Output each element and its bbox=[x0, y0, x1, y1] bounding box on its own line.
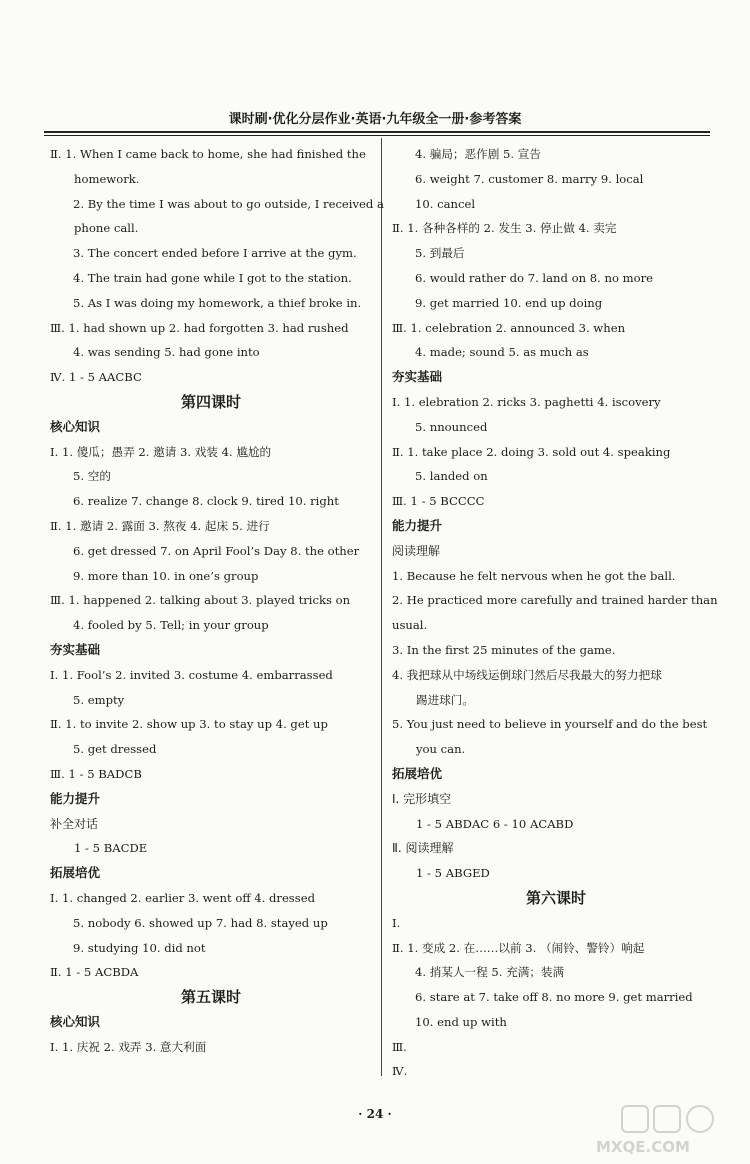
section-heading: 拓展培优 bbox=[50, 865, 101, 881]
answer-line: Ⅲ. bbox=[392, 1039, 407, 1054]
answer-line: 5. landed on bbox=[415, 469, 488, 484]
answer-line: Ⅲ. 1. had shown up 2. had forgotten 3. had rushed bbox=[50, 320, 349, 335]
answer-line: 10. end up with bbox=[415, 1014, 507, 1029]
answer-line: Ⅳ. bbox=[392, 1064, 408, 1079]
answer-line: 5. empty bbox=[73, 692, 125, 707]
section-heading: 夯实基础 bbox=[50, 641, 101, 657]
answer-line: Ⅱ. 1. When I came back to home, she had finished the bbox=[50, 147, 366, 161]
answer-line: Ⅰ. 1. Fool’s 2. invited 3. costume 4. embarrassed bbox=[50, 667, 333, 682]
answer-line: 1 - 5 ABDAC 6 - 10 ACABD bbox=[416, 816, 574, 831]
section-heading: 能力提升 bbox=[392, 517, 443, 533]
answer-line: 5. 空的 bbox=[73, 469, 111, 484]
watermark-logo bbox=[592, 1102, 742, 1158]
answer-line: 4. 我把球从中场线运倒球门然后尽我最大的努力把球 bbox=[392, 667, 662, 682]
answer-line: 6. get dressed 7. on April Fool’s Day 8. the other bbox=[73, 543, 360, 558]
section-heading: 核心知识 bbox=[50, 418, 101, 434]
answer-line: 6. would rather do 7. land on 8. no more bbox=[415, 270, 654, 285]
answer-line: Ⅱ. 阅读理解 bbox=[392, 841, 454, 856]
answer-line: Ⅰ. bbox=[392, 915, 401, 930]
page-header: 课时刷·优化分层作业·英语·九年级全一册·参考答案 bbox=[228, 112, 522, 127]
answer-line: 9. get married 10. end up doing bbox=[415, 295, 603, 310]
answer-line: 1 - 5 BACDE bbox=[74, 841, 148, 856]
answer-line: 6. weight 7. customer 8. marry 9. local bbox=[415, 171, 644, 186]
answer-line: 4. 捎某人一程 5. 充满；装满 bbox=[415, 965, 565, 980]
lesson-title: 第六课时 bbox=[525, 888, 586, 907]
answer-line: Ⅲ. 1. happened 2. talking about 3. played tricks on bbox=[50, 593, 351, 608]
answer-line: 1. Because he felt nervous when he got the ball. bbox=[392, 568, 676, 583]
answer-line: 9. studying 10. did not bbox=[73, 940, 206, 955]
answer-line: 5. As I was doing my homework, a thief broke in. bbox=[73, 295, 362, 310]
answer-line: Ⅱ. 1. 各种各样的 2. 发生 3. 停止做 4. 卖完 bbox=[392, 221, 617, 236]
answer-line: 补全对话 bbox=[50, 816, 99, 831]
answer-line: Ⅱ. 1 - 5 ACBDA bbox=[50, 965, 139, 980]
header-rule-thick bbox=[44, 131, 710, 133]
answer-line: 1 - 5 ABGED bbox=[416, 866, 490, 881]
answer-line: 5. nobody 6. showed up 7. had 8. stayed up bbox=[73, 915, 328, 930]
answer-line: 9. more than 10. in one’s group bbox=[73, 568, 259, 583]
answer-line: Ⅰ. 1. 傻瓜；愚弄 2. 邀请 3. 戏装 4. 尴尬的 bbox=[50, 444, 272, 459]
answer-line: usual. bbox=[392, 618, 428, 633]
left-column bbox=[50, 142, 384, 1059]
answer-line: Ⅰ. 完形填空 bbox=[392, 791, 452, 806]
answer-line: phone call. bbox=[74, 221, 139, 236]
answer-line: 5. nnounced bbox=[415, 419, 488, 434]
column-divider bbox=[381, 138, 382, 1076]
answer-line: 3. In the first 25 minutes of the game. bbox=[392, 642, 616, 657]
answer-line: Ⅱ. 1. 变成 2. 在……以前 3. （闹铃、警铃）响起 bbox=[392, 940, 645, 955]
answer-line: 5. 到最后 bbox=[415, 246, 465, 261]
answer-line: Ⅲ. 1 - 5 BADCB bbox=[50, 766, 142, 781]
section-heading: 拓展培优 bbox=[392, 765, 443, 781]
section-heading: 夯实基础 bbox=[392, 369, 443, 385]
answer-line: Ⅰ. 1. changed 2. earlier 3. went off 4. dressed bbox=[50, 890, 315, 905]
answer-line: 踢进球门。 bbox=[416, 692, 474, 707]
section-heading: 能力提升 bbox=[50, 790, 101, 806]
answer-line: 4. The train had gone while I got to the station. bbox=[73, 270, 352, 285]
header-rule-thin bbox=[44, 135, 710, 136]
watermark-text: MXQE.COM bbox=[596, 1138, 690, 1156]
lesson-title: 第四课时 bbox=[180, 392, 241, 411]
answer-line: Ⅰ. 1. 庆祝 2. 戏弄 3. 意大利面 bbox=[50, 1039, 207, 1054]
answer-line: 3. The concert ended before I arrive at the gym. bbox=[73, 246, 357, 261]
answer-line: 4. fooled by 5. Tell; in your group bbox=[73, 618, 269, 633]
answer-line: 6. stare at 7. take off 8. no more 9. get married bbox=[415, 990, 693, 1005]
answer-line: homework. bbox=[74, 171, 140, 186]
answer-line: Ⅲ. 1. celebration 2. announced 3. when bbox=[392, 320, 626, 335]
answer-line: 2. He practiced more carefully and trained harder than bbox=[392, 593, 718, 608]
answer-line: Ⅰ. 1. elebration 2. ricks 3. paghetti 4. iscovery bbox=[392, 394, 661, 409]
answer-line: 5. You just need to believe in yourself and do the best bbox=[392, 717, 708, 732]
answer-line: 阅读理解 bbox=[392, 543, 441, 558]
answer-line: 10. cancel bbox=[415, 196, 476, 211]
answer-line: 6. realize 7. change 8. clock 9. tired 10. right bbox=[73, 494, 339, 509]
answer-line: you can. bbox=[416, 742, 466, 757]
answer-line: Ⅱ. 1. to invite 2. show up 3. to stay up 4. get up bbox=[50, 717, 328, 732]
answer-line: Ⅱ. 1. 邀请 2. 露面 3. 熬夜 4. 起床 5. 进行 bbox=[50, 518, 270, 533]
answer-line: 4. 骗局；恶作剧 5. 宣告 bbox=[415, 147, 541, 161]
answer-line: 2. By the time I was about to go outside, I received a bbox=[73, 196, 384, 211]
answer-line: 4. was sending 5. had gone into bbox=[73, 345, 260, 360]
answer-line: 4. made; sound 5. as much as bbox=[415, 345, 589, 360]
page-number: · 24 · bbox=[358, 1107, 392, 1121]
answer-line: 5. get dressed bbox=[73, 742, 157, 757]
right-column bbox=[392, 142, 720, 1084]
answer-line: Ⅲ. 1 - 5 BCCCC bbox=[392, 494, 485, 509]
answer-line: Ⅳ. 1 - 5 AACBC bbox=[50, 370, 142, 385]
answer-line: Ⅱ. 1. take place 2. doing 3. sold out 4. speaking bbox=[392, 444, 671, 459]
lesson-title: 第五课时 bbox=[180, 988, 241, 1007]
section-heading: 核心知识 bbox=[50, 1013, 101, 1029]
